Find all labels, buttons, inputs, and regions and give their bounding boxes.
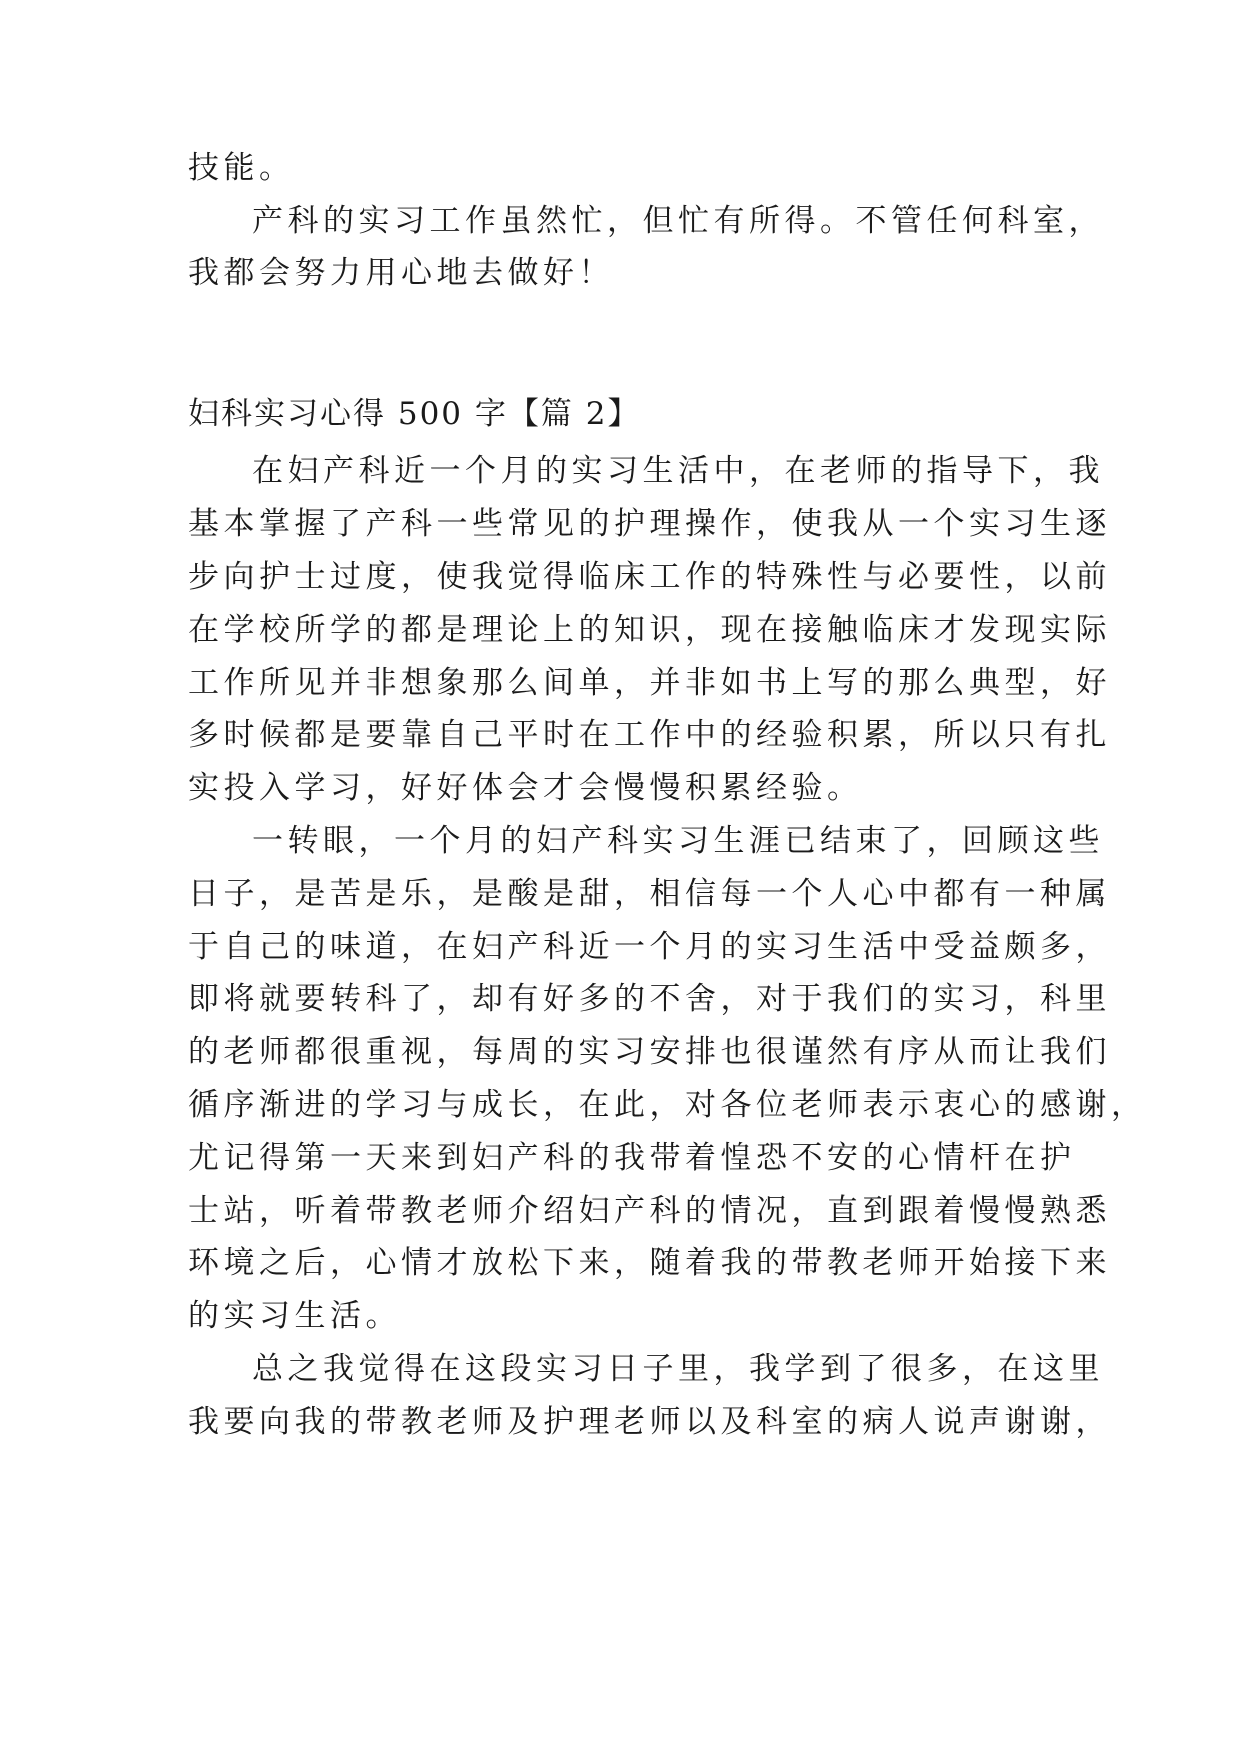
- text-line: 步向护士过度，使我觉得临床工作的特殊性与必要性，以前: [188, 559, 1111, 595]
- section-heading: 妇科实习心得 500 字【篇 2】: [188, 396, 641, 432]
- text-line: 的实习生活。: [188, 1298, 401, 1334]
- text-line: 实投入学习，好好体会才会慢慢积累经验。: [188, 770, 863, 806]
- text-line: 我都会努力用心地去做好！: [188, 255, 614, 291]
- text-line: 一转眼，一个月的妇产科实习生涯已结束了，回顾这些: [252, 823, 1104, 859]
- text-line: 我要向我的带教老师及护理老师以及科室的病人说声谢谢，: [188, 1404, 1111, 1440]
- text-line: 的老师都很重视，每周的实习安排也很谨然有序从而让我们: [188, 1034, 1111, 1070]
- text-line: 循序渐进的学习与成长，在此，对各位老师表示衷心的感谢，: [188, 1087, 1147, 1123]
- text-line: 于自己的味道，在妇产科近一个月的实习生活中受益颇多，: [188, 929, 1111, 965]
- text-line: 日子，是苦是乐，是酸是甜，相信每一个人心中都有一种属: [188, 876, 1111, 912]
- text-line: 在妇产科近一个月的实习生活中，在老师的指导下，我: [252, 453, 1104, 489]
- text-line: 总之我觉得在这段实习日子里，我学到了很多，在这里: [252, 1351, 1104, 1387]
- text-line: 尤记得第一天来到妇产科的我带着惶恐不安的心情杆在护: [188, 1140, 1076, 1176]
- text-line: 即将就要转科了，却有好多的不舍，对于我们的实习，科里: [188, 981, 1111, 1017]
- text-line: 工作所见并非想象那么间单，并非如书上写的那么典型，好: [188, 665, 1111, 701]
- text-line: 环境之后，心情才放松下来，随着我的带教老师开始接下来: [188, 1245, 1111, 1281]
- text-line: 在学校所学的都是理论上的知识，现在接触临床才发现实际: [188, 612, 1111, 648]
- text-line: 产科的实习工作虽然忙，但忙有所得。不管任何科室，: [252, 203, 1104, 239]
- text-line: 多时候都是要靠自己平时在工作中的经验积累，所以只有扎: [188, 717, 1111, 753]
- text-line: 技能。: [188, 150, 295, 186]
- text-line: 基本掌握了产科一些常见的护理操作，使我从一个实习生逐: [188, 506, 1111, 542]
- text-line: 士站，听着带教老师介绍妇产科的情况，直到跟着慢慢熟悉: [188, 1193, 1111, 1229]
